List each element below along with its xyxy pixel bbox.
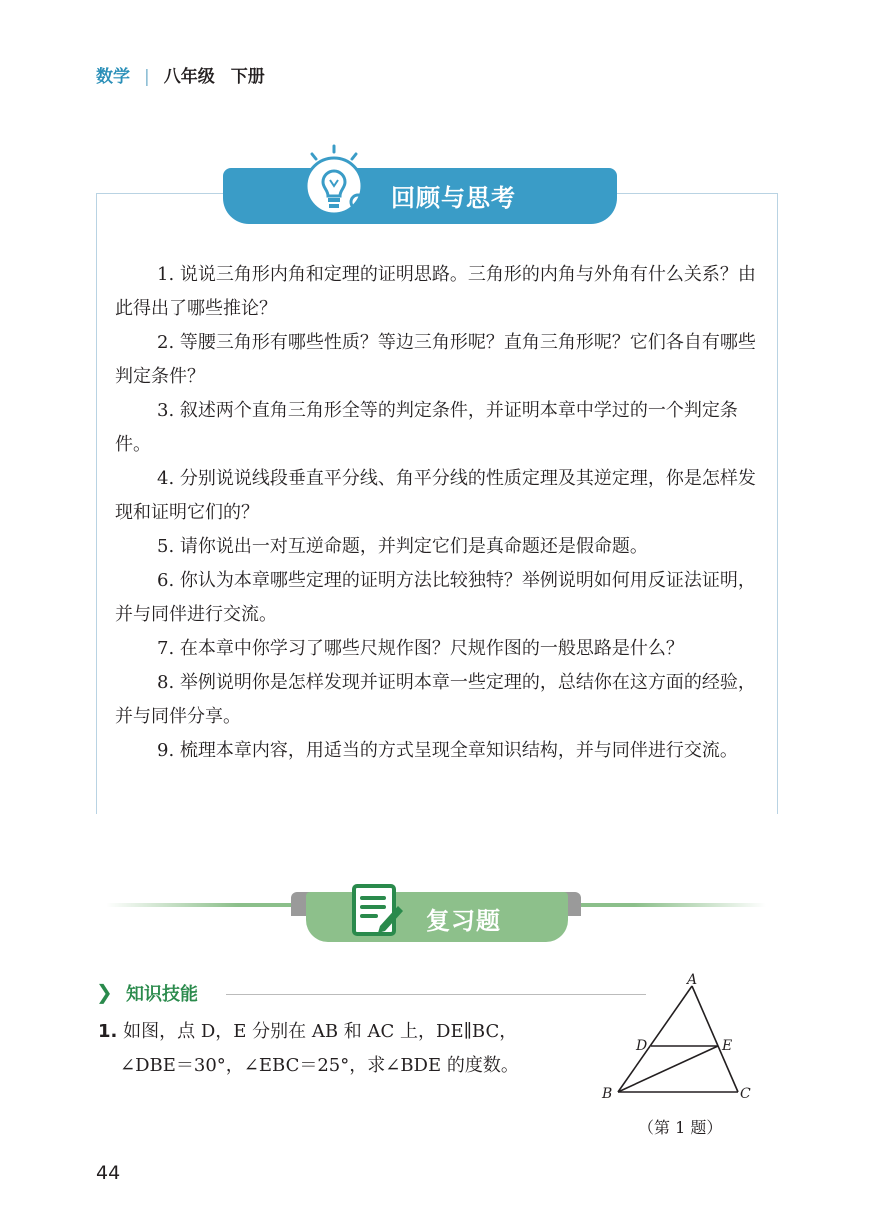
grade-label: 八年级	[163, 67, 215, 87]
question-1: 1. 说说三角形内角和定理的证明思路。三角形的内角与外角有什么关系？由此得出了哪些推论？	[115, 264, 756, 319]
subject-label: 数学	[96, 67, 130, 87]
review-title-tab	[223, 168, 617, 224]
review-title: 回顾与思考	[391, 184, 516, 212]
label-B: B	[602, 1086, 613, 1100]
review-questions	[115, 258, 760, 768]
volume-label: 下册	[230, 67, 265, 87]
problem-line-2: ∠DBE＝30°，∠EBC＝25°，求∠BDE 的度数。	[120, 1055, 519, 1076]
label-D: D	[636, 1038, 648, 1054]
skills-label: 知识技能	[126, 984, 198, 1005]
exercise-title: 复习题	[426, 907, 501, 935]
triangle-figure	[598, 970, 758, 1100]
page-header	[96, 62, 265, 87]
header-separator: |	[144, 67, 150, 87]
notepad-pencil-icon	[350, 882, 406, 938]
question-5: 5. 请你说出一对互逆命题，并判定它们是真命题还是假命题。	[157, 536, 648, 557]
problem-number: 1.	[98, 1021, 118, 1042]
question-4: 4. 分别说说线段垂直平分线、角平分线的性质定理及其逆定理，你是怎样发现和证明它们的？	[115, 468, 756, 523]
question-2: 2. 等腰三角形有哪些性质？等边三角形呢？直角三角形呢？它们各自有哪些判定条件？	[115, 332, 756, 387]
question-3: 3. 叙述两个直角三角形全等的判定条件，并证明本章中学过的一个判定条件。	[115, 400, 738, 455]
skills-rule	[226, 994, 646, 995]
chevron-right-icon: ❯	[96, 980, 113, 1004]
problem-1	[98, 1015, 588, 1083]
question-7: 7. 在本章中你学习了哪些尺规作图？尺规作图的一般思路是什么？	[157, 638, 684, 659]
problem-line-1: 如图，点 D，E 分别在 AB 和 AC 上，DE∥BC，	[123, 1021, 518, 1042]
label-E: E	[722, 1038, 733, 1054]
question-6: 6. 你认为本章哪些定理的证明方法比较独特？举例说明如何用反证法证明，并与同伴进行交流。	[115, 570, 756, 625]
page-number: 44	[96, 1162, 121, 1184]
figure-caption: （第 1 题）	[638, 1118, 723, 1137]
exercise-title-tab	[306, 892, 568, 942]
question-9: 9. 梳理本章内容，用适当的方式呈现全章知识结构，并与同伴进行交流。	[157, 740, 738, 761]
question-8: 8. 举例说明你是怎样发现并证明本章一些定理的，总结你在这方面的经验，并与同伴分享。	[115, 672, 756, 727]
label-C: C	[740, 1086, 751, 1100]
label-A: A	[687, 972, 698, 988]
lightbulb-icon	[296, 142, 378, 224]
skills-heading	[96, 978, 656, 1008]
